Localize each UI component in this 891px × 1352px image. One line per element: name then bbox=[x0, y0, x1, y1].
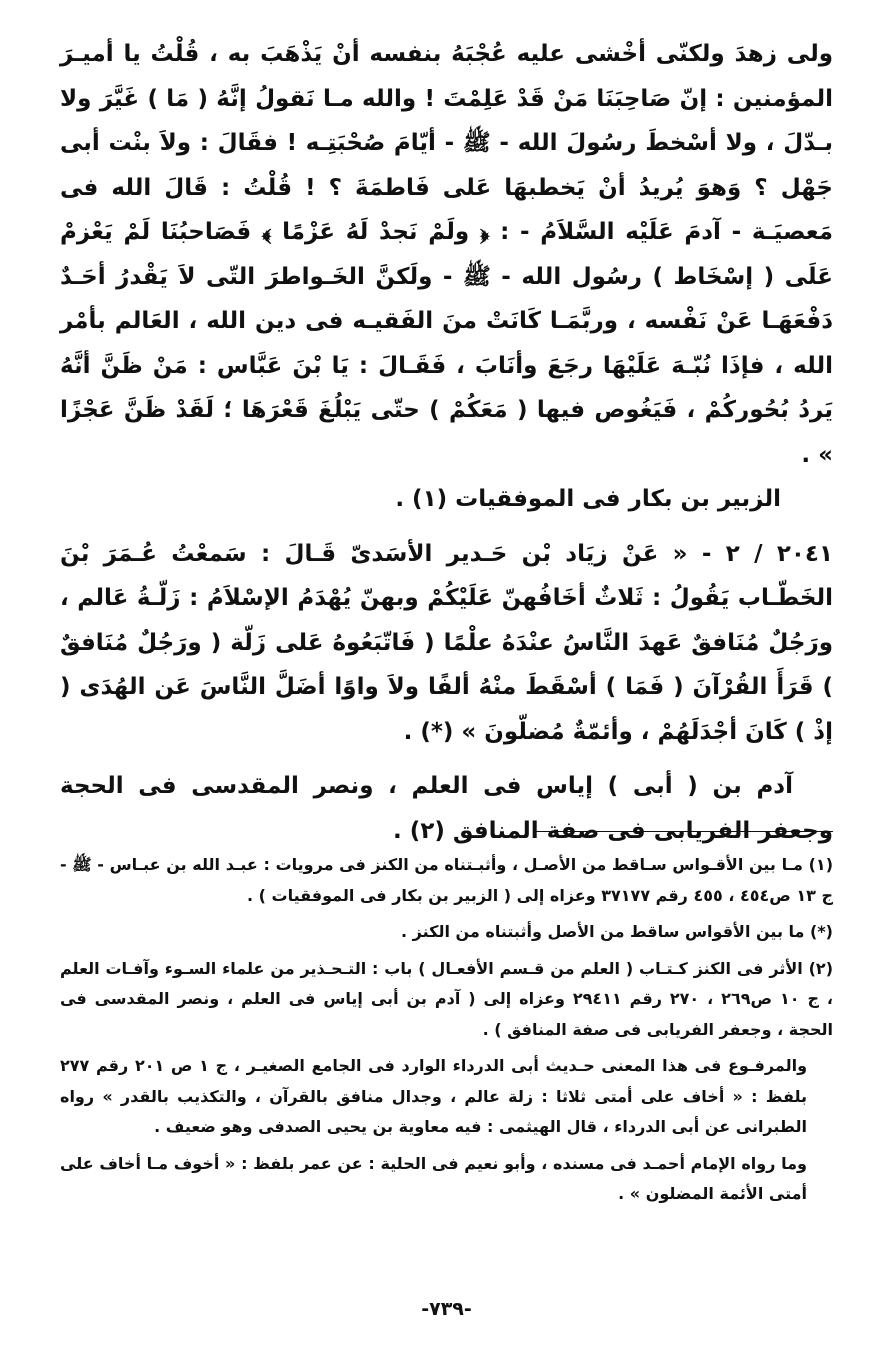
footnote-divider bbox=[533, 831, 833, 832]
hadith-paragraph-1: ولى زهدَ ولكنّى أخْشى عليه عُجْبَهُ بنفسه أنْ يَذْهَبَ به ، قُلْتُ يا أميـرَ المؤمنين : إنّ صَاحِبَنَا مَنْ قَدْ عَلِمْتَ ! والله مـا نَقولُ إنَّهُ ( مَا ) غَيَّرَ ولا بـدّلَ ، ولا أسْخطَ رسُولَ الله - ﷺ - أيّامَ صُحْبَتِـه ! فقَالَ : ولاَ بنْت أبى جَهْل ؟ وَهوَ يُريدُ أنْ يَخطبهَا عَلى فَاطمَةَ ؟ ! قُلْتُ : قَالَ الله فى مَعصيَـة - آدمَ عَلَيْه السَّلاَمُ - : ﴿ ولَمْ نَجدْ لَهُ عَزْمًا ﴾ فَصَاحبُنَا لَمْ يَعْزمْ عَلَى ( إسْخَاط ) رسُول الله - ﷺ - ولَكنَّ الخَـواطرَ التّى لاَ يَقْدرُ أحَـدٌ دَفْعَهَـا عَنْ نَفْسه ، وربَّمَـا كَانَتْ منَ الفَقيـه فى دين الله ، العَالم بأمْر الله ، فإذَا نُبّـهَ عَلَيْهَا رجَعَ وأنَابَ ، فَقَـالَ : يَا بْنَ عَبَّاس : مَنْ ظَنَّ أنَّهُ يَردُ بُحُوركُمْ ، فَيَغُوص فيها ( مَعَكُمْ ) حتّى يَبْلُغَ قَعْرَهَا ؛ لَقَدْ ظَنَّ عَجْزًا » . bbox=[60, 41, 833, 468]
book-page bbox=[60, 32, 833, 1352]
page-number: -٧٣٩- bbox=[421, 1298, 472, 1320]
footnote-2-continuation-1: والمرفـوع فى هذا المعنى حـديث أبى الدرداء الوارد فى الجامع الصغيـر ، ج ١ ص ٢٠١ رقم ٢٧٧ بلفظ : « أخاف على أمتى ثلاثا : زلة عالم ، وجدال منافق بالقرآن ، والتكذيب بالقدر » رواه الطبرانى عن أبى الدرداء ، قال الهيثمى : فيه معاوية بن يحيى الصدفى وهو ضعيف . bbox=[60, 1056, 808, 1136]
hadith-paragraph-2041: ٢٠٤١ / ٢ - « عَنْ زيَاد بْن حَـدير الأسَدىّ قَـالَ : سَمعْتُ عُـمَرَ بْنَ الخَطّـاب يَقُولُ : ثَلاثٌ أخَافُهنّ عَلَيْكُمْ وبهنّ يُهْدَمُ الإسْلاَمُ : زَلّـةُ عَالم ، ورَجُلٌ مُنَافقٌ عَهدَ النَّاسُ عنْدَهُ علْمًا ( فَاتّبَعُوهُ عَلى زَلّة ( ورَجُلٌ مُنَافقٌ ) قَرَأَ القُرْآنَ ( فَمَا ) أسْقَطَ منْهُ ألفًا ولاَ واوًا أضَلَّ النَّاسَ عَن الهُدَى ( إذْ ) كَانَ أجْدَلَهُمْ ، وأئمّةٌ مُضلّونَ » (*) . bbox=[60, 540, 833, 745]
footnote-2: (٢) الأثر فى الكنز كـتـاب ( العلم من قـسم الأفعـال ) باب : التـحـذير من علماء السـوء وآفـات العلم ، ج ١٠ ص٢٦٩ ، ٢٧٠ رقم ٢٩٤١١ وعزاه إلى ( آدم بن أبى إياس فى العلم ، ونصر المقدسى فى الحجة ، وجعفر الفريابى فى صفة المنافق ) . bbox=[60, 958, 834, 1039]
source-citation-2: آدم بن ( أبى ) إياس فى العلم ، ونصر المقدسى فى الحجة وجعفر الفريابى فى صفة المنافق (٢) . bbox=[60, 773, 833, 844]
main-text bbox=[60, 32, 833, 853]
footnote-2-continuation-2: وما رواه الإمام أحمـد فى مسنده ، وأبو نعيم فى الحلية : عن عمر بلفظ : « أخوف مـا أخاف على أمتى الأئمة المضلون » . bbox=[60, 1153, 807, 1203]
footnote-star: (*) ما بين الأقواس ساقط من الأصل وأثبتناه من الكنز . bbox=[401, 922, 833, 941]
footnote-1: (١) مـا بين الأقـواس سـاقط من الأصـل ، وأثبـتناه من الكنز فى مرويات : عبـد الله بن عبـاس - ﷺ - ج ١٣ ص٤٥٤ ، ٤٥٥ رقم ٣٧١٧٧ وعزاه إلى ( الزبير بن بكار فى الموفقيات ) . bbox=[60, 855, 833, 905]
source-citation-1: الزبير بن بكار فى الموفقيات (١) . bbox=[395, 486, 781, 512]
footnotes bbox=[60, 850, 833, 1210]
